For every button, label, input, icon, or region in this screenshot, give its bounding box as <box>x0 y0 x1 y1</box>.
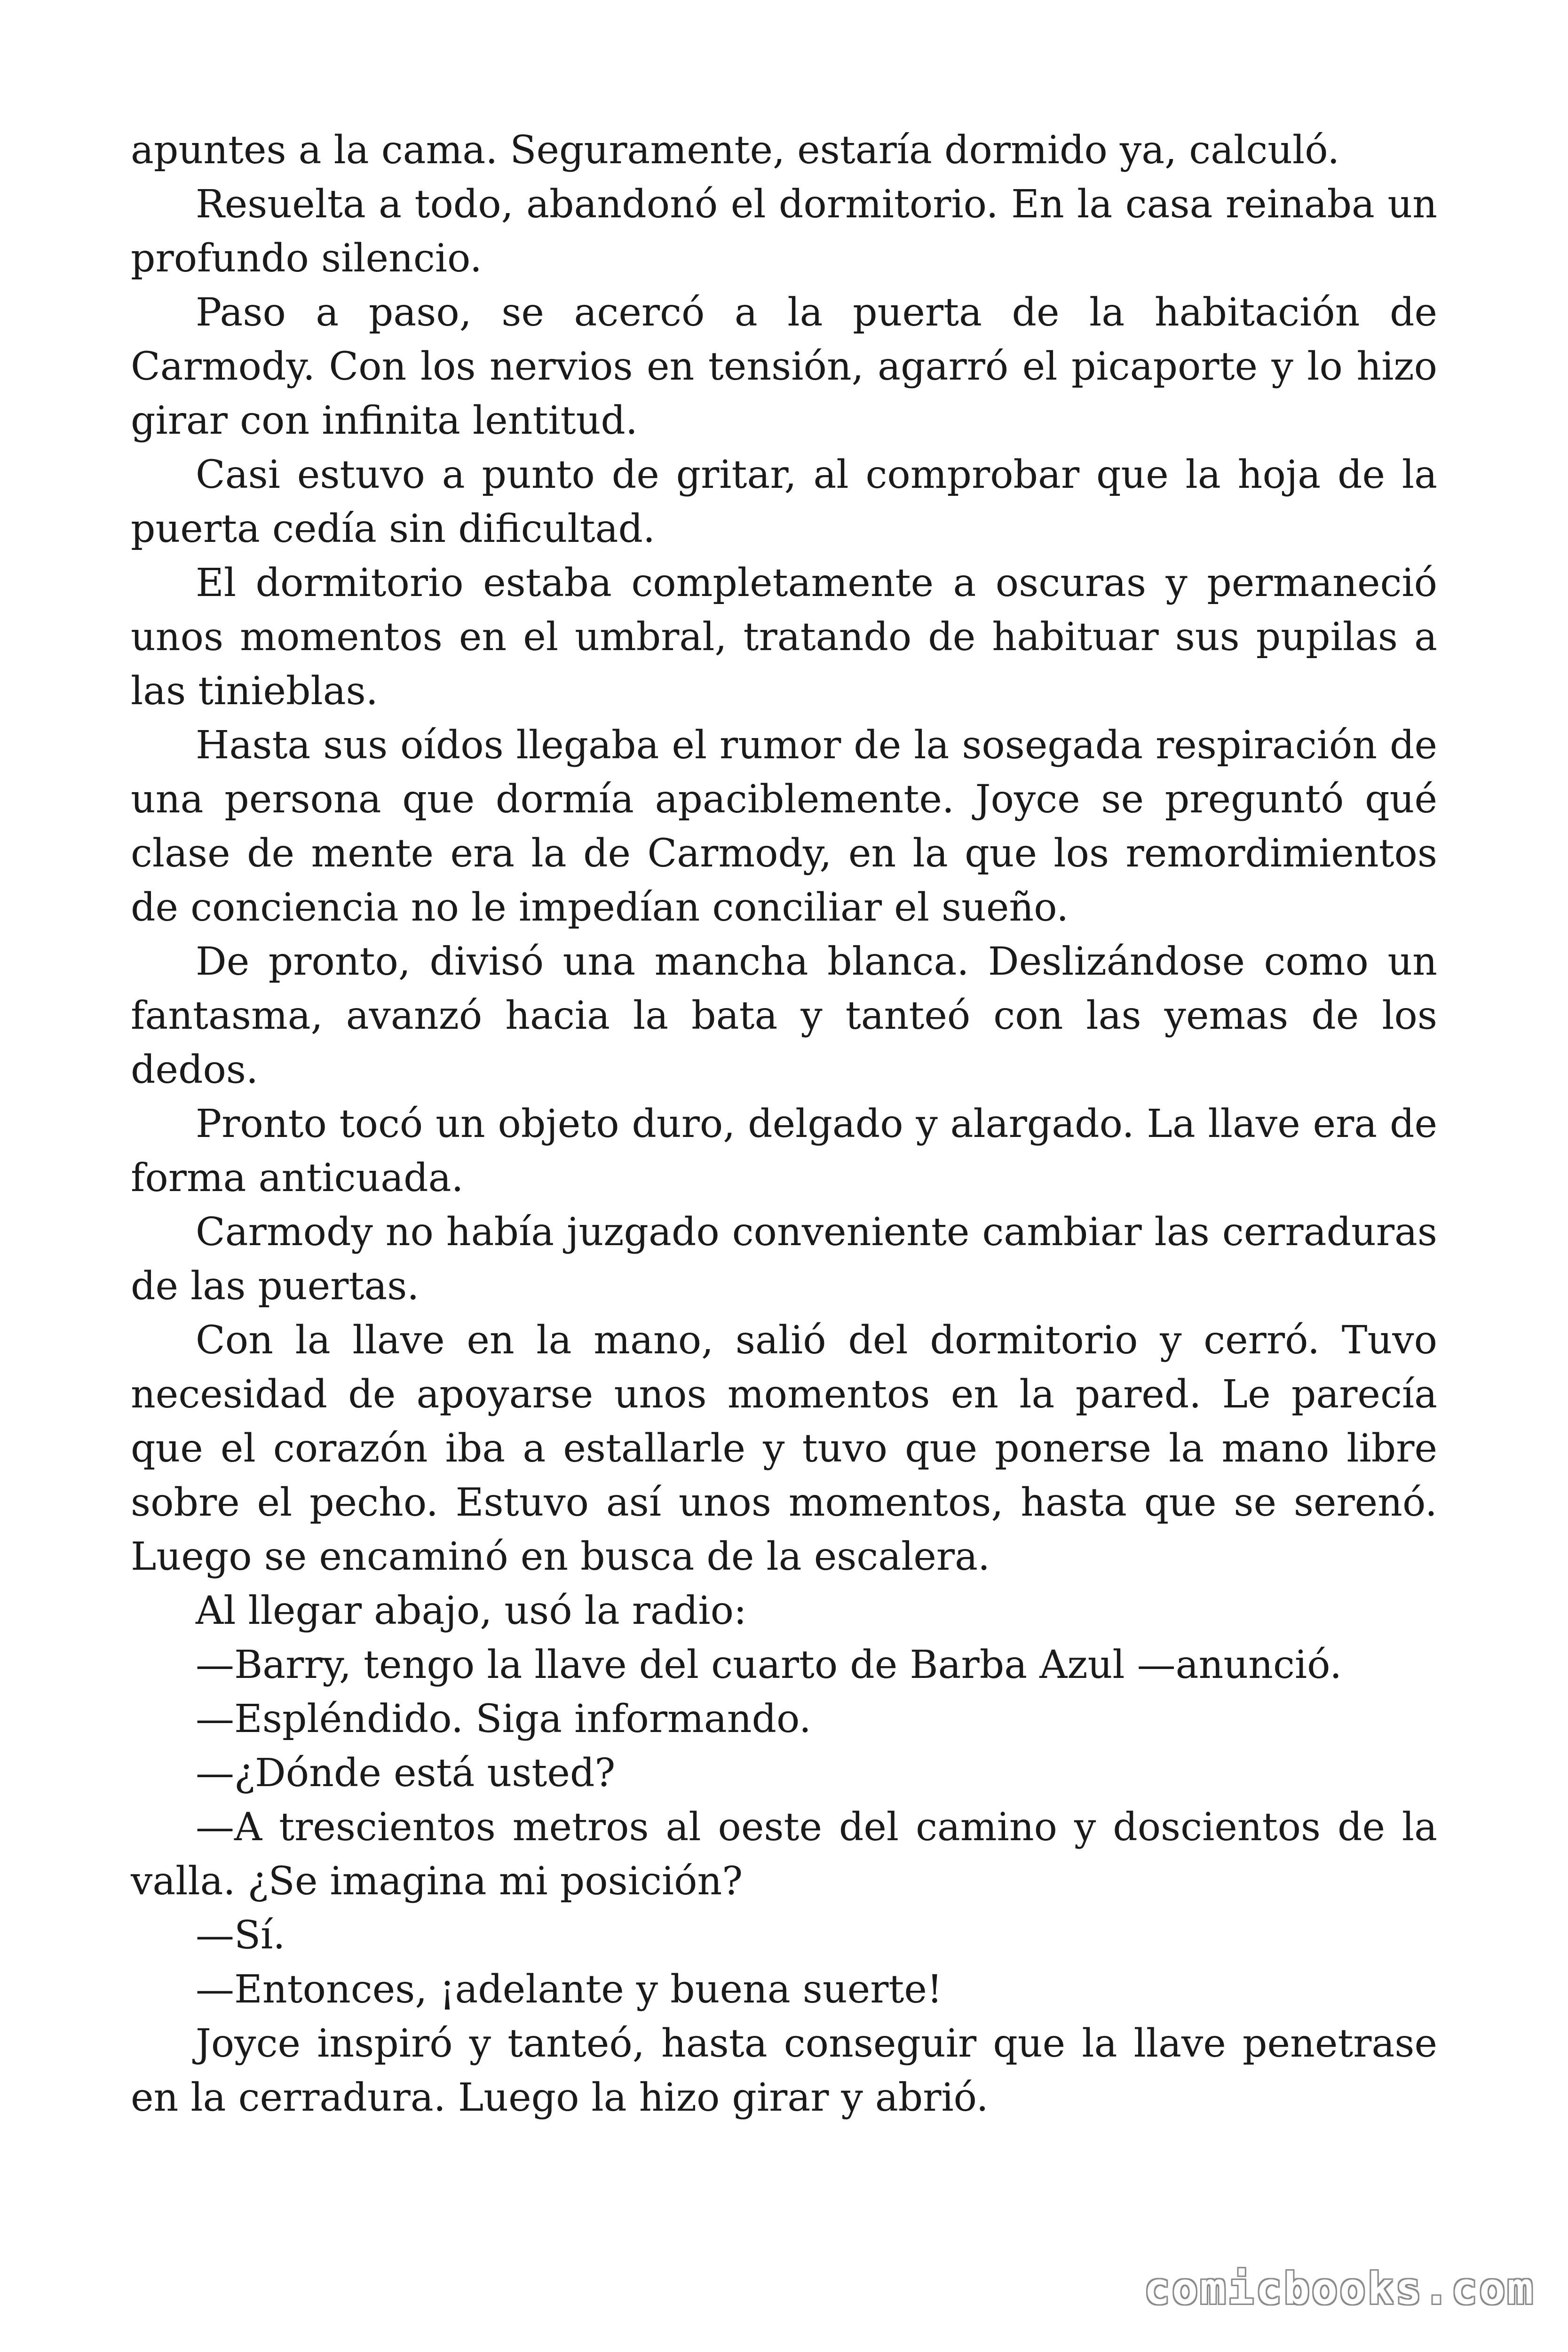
dialogue-line: —Barry, tengo la llave del cuarto de Barba Azul —anunció. <box>196 1643 1342 1687</box>
paragraph: Con la llave en la mano, salió del dormitorio y cerró. Tuvo necesidad de apoyarse unos momentos en la pared. Le parecía que el corazón iba a estallarle y tuvo que ponerse la mano libre sobre el pecho. Estuvo así unos momentos, hasta que se serenó. Luego se encaminó en busca de la escalera. <box>131 1318 1437 1579</box>
paragraph: Pronto tocó un objeto duro, delgado y alargado. La llave era de forma anticuada. <box>131 1102 1437 1200</box>
dialogue-line: —¿Dónde está usted? <box>196 1751 616 1796</box>
paragraph: Al llegar abajo, usó la radio: <box>196 1589 747 1633</box>
paragraph: Carmody no había juzgado conveniente cambiar las cerraduras de las puertas. <box>131 1210 1437 1309</box>
paragraph: Joyce inspiró y tanteó, hasta conseguir que la llave penetrase en la cerradura. Luego la hizo girar y abrió. <box>131 2021 1437 2120</box>
body-text <box>131 123 1437 2125</box>
watermark: comicbooks.com <box>1144 2264 1535 2314</box>
paragraph: Resuelta a todo, abandonó el dormitorio. En la casa reinaba un profundo silencio. <box>131 182 1437 281</box>
dialogue-line: —Sí. <box>196 1913 285 1958</box>
paragraph: De pronto, divisó una mancha blanca. Deslizándose como un fantasma, avanzó hacia la bata y tanteó con las yemas de los dedos. <box>131 939 1437 1092</box>
paragraph: apuntes a la cama. Seguramente, estaría dormido ya, calculó. <box>131 128 1340 173</box>
dialogue-line: —Espléndido. Siga informando. <box>196 1697 811 1741</box>
paragraph: El dormitorio estaba completamente a oscuras y permaneció unos momentos en el umbral, tratando de habituar sus pupilas a las tinieblas. <box>131 561 1437 714</box>
dialogue-line: —A trescientos metros al oeste del camino y doscientos de la valla. ¿Se imagina mi posición? <box>131 1805 1437 1904</box>
paragraph: Hasta sus oídos llegaba el rumor de la sosegada respiración de una persona que dormía apaciblemente. Joyce se preguntó qué clase de mente era la de Carmody, en la que los remordimientos de conciencia no le impedían conciliar el sueño. <box>131 723 1437 930</box>
dialogue-line: —Entonces, ¡adelante y buena suerte! <box>196 1967 942 2012</box>
paragraph: Casi estuvo a punto de gritar, al comprobar que la hoja de la puerta cedía sin dificultad. <box>131 453 1437 551</box>
paragraph: Paso a paso, se acercó a la puerta de la habitación de Carmody. Con los nervios en tensión, agarró el picaporte y lo hizo girar con infinita lentitud. <box>131 290 1437 443</box>
